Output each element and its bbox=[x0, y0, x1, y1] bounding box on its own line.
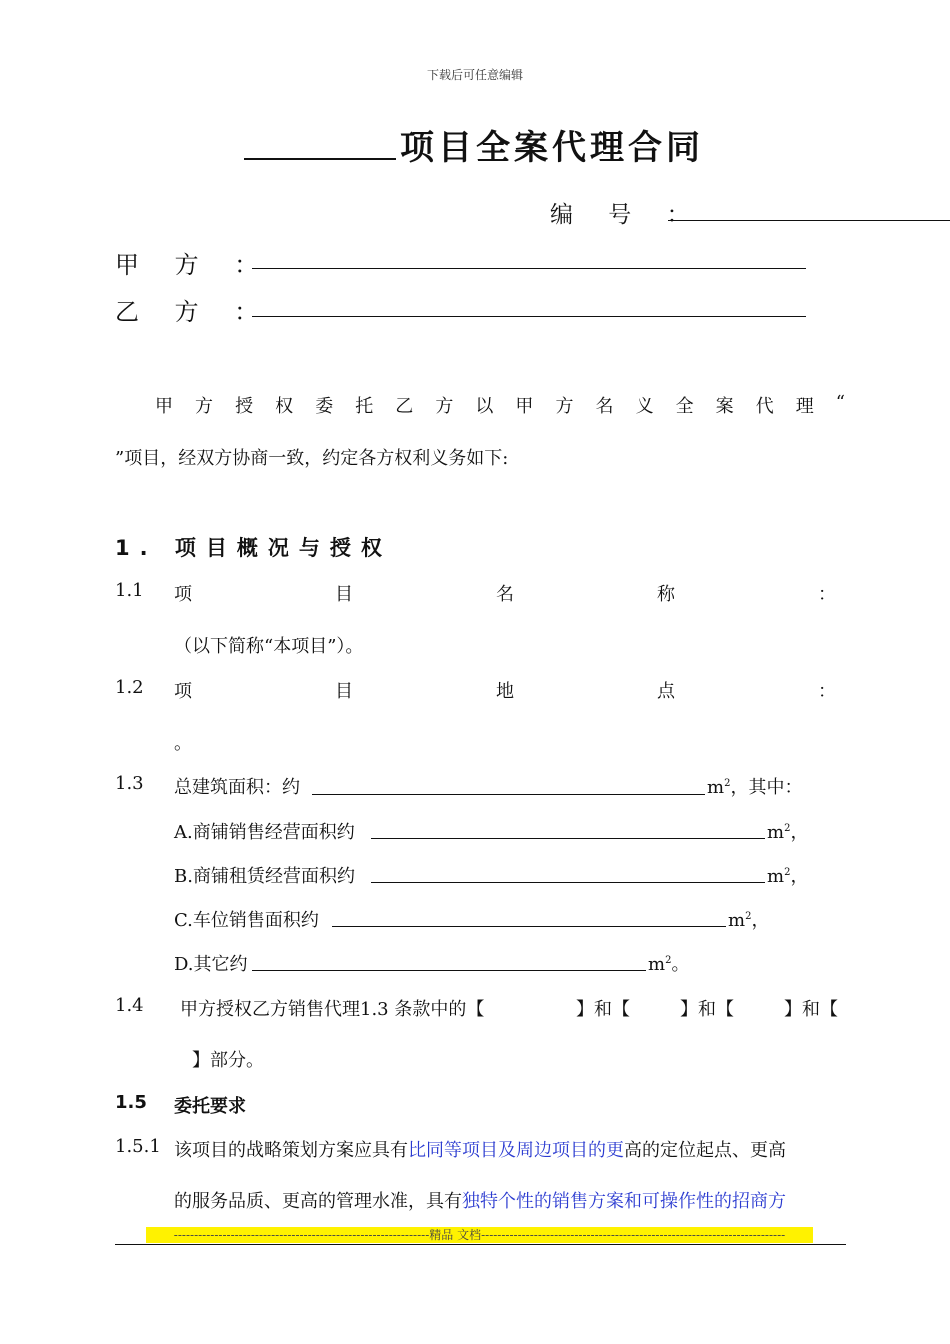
item-1-3-d-blank bbox=[252, 970, 646, 971]
item-1-3-unit: $m^2$，其中： bbox=[707, 777, 803, 798]
item-1-4-and-1: 】和【 bbox=[576, 999, 630, 1020]
party-b-blank bbox=[252, 316, 806, 317]
item-1-3-label: 总建筑面积：约 bbox=[174, 777, 300, 798]
item-1-2-continuation: 。 bbox=[174, 733, 192, 754]
title-project-blank bbox=[244, 158, 396, 160]
number-label: 编 号 ： bbox=[550, 202, 704, 228]
item-1-4-continuation: 】部分。 bbox=[192, 1050, 264, 1071]
footer-banner: ---------------------------------------------------------------精品 文档--------------------------------------------------------------------------- bbox=[146, 1227, 813, 1243]
item-1-3-c-blank bbox=[332, 926, 726, 927]
intro-line-2: ”项目，经双方协商一致，约定各方权利义务如下: bbox=[115, 448, 509, 469]
item-1-3-number: 1.3 bbox=[115, 773, 144, 794]
item-1-5-1-number: 1.5.1 bbox=[115, 1136, 161, 1157]
item-1-3-b-blank bbox=[371, 882, 765, 883]
footer-center-text: 精品 文档 bbox=[429, 1228, 482, 1242]
item-1-4-number: 1.4 bbox=[115, 995, 144, 1016]
party-a-label: 甲 方 ： bbox=[115, 251, 273, 279]
intro-line-1: 甲 方 授 权 委 托 乙 方 以 甲 方 名 义 全 案 代 理 “ bbox=[155, 392, 845, 417]
item-1-1-number: 1.1 bbox=[115, 580, 144, 601]
item-1-3-blank bbox=[312, 794, 705, 795]
page-title: 项目全案代理合同 bbox=[400, 128, 704, 168]
item-1-4-and-2: 】和【 bbox=[680, 999, 734, 1020]
item-1-3-d-unit: $m^2$。 bbox=[648, 954, 690, 975]
item-1-3-b-unit: $m^2$， bbox=[767, 866, 809, 887]
party-b-label: 乙 方 ： bbox=[115, 298, 273, 326]
item-1-3-b-label: B.商铺租赁经营面积约 bbox=[174, 866, 355, 887]
number-blank bbox=[668, 220, 950, 221]
item-1-2-line: 项 目 地 点 ： bbox=[174, 681, 836, 702]
item-1-5-heading: 委托要求 bbox=[174, 1096, 246, 1117]
item-1-3-d-label: D.其它约 bbox=[174, 954, 248, 975]
item-1-3-a-unit: $m^2$， bbox=[767, 822, 809, 843]
item-1-5-number: 1.5 bbox=[115, 1092, 147, 1113]
item-1-5-1-line-2: 的服务品质、更高的管理水准，具有独特个性的销售方案和可操作性的招商方 bbox=[174, 1191, 786, 1212]
footer-rule bbox=[115, 1244, 846, 1245]
item-1-3-a-blank bbox=[371, 838, 765, 839]
item-1-4-and-3: 】和【 bbox=[784, 999, 838, 1020]
item-1-5-1-line-1: 该项目的战略策划方案应具有比同等项目及周边项目的更高的定位起点、更高 bbox=[174, 1140, 786, 1161]
section-1-heading: 1. 项目概况与授权 bbox=[115, 536, 392, 560]
party-a-blank bbox=[252, 268, 806, 269]
item-1-1-continuation: （以下简称“本项目”）。 bbox=[174, 636, 364, 657]
item-1-4-text: 甲方授权乙方销售代理1.3 条款中的【 bbox=[180, 999, 485, 1020]
header-note: 下载后可任意编辑 bbox=[426, 68, 523, 82]
item-1-3-c-unit: $m^2$， bbox=[728, 910, 770, 931]
item-1-3-a-label: A.商铺销售经营面积约 bbox=[174, 822, 355, 843]
item-1-3-c-label: C.车位销售面积约 bbox=[174, 910, 319, 931]
item-1-2-number: 1.2 bbox=[115, 677, 144, 698]
item-1-1-line: 项 目 名 称 ： bbox=[174, 584, 836, 605]
